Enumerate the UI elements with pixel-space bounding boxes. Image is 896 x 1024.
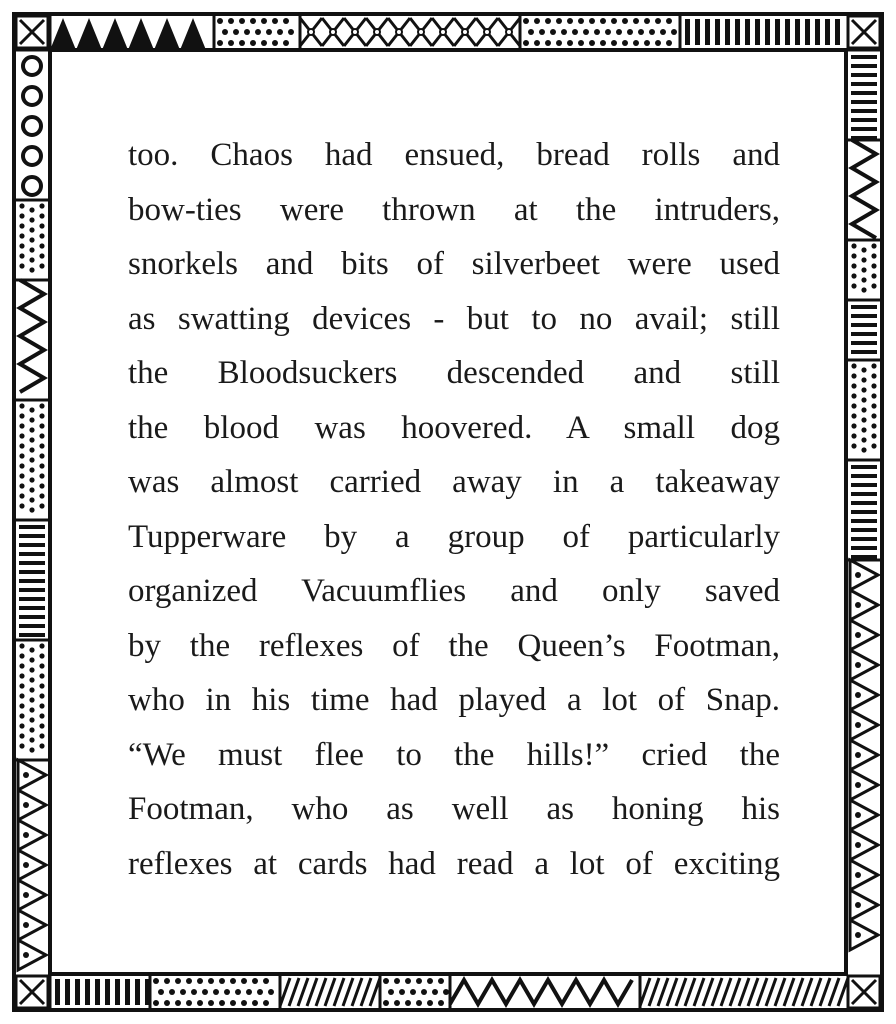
text-line: bow-ties were thrown at the intruders,: [128, 191, 780, 228]
text-line: too. Chaos had ensued, bread rolls and: [128, 137, 780, 173]
text-line: Tupperware by a group of particularly: [128, 518, 780, 555]
text-line: the blood was hoovered. A small dog: [128, 409, 780, 446]
text-line: who in his time had played a lot of Snap.: [128, 682, 780, 718]
text-line: Footman, who as well as honing his: [128, 791, 780, 827]
text-line: “We must flee to the hills!” cried the: [128, 736, 780, 773]
text-line: was almost carried away in a takeaway: [128, 464, 780, 500]
text-line: organized Vacuumflies and only saved: [128, 573, 780, 609]
text-line: by the reflexes of the Queen’s Footman,: [128, 627, 780, 664]
text-line: as swatting devices - but to no avail; still: [128, 300, 780, 337]
text-line: snorkels and bits of silverbeet were used: [128, 246, 780, 282]
text-line: reflexes at cards had read a lot of exciting: [128, 845, 780, 882]
page-body-text: [128, 128, 780, 891]
text-line: the Bloodsuckers descended and still: [128, 355, 780, 391]
